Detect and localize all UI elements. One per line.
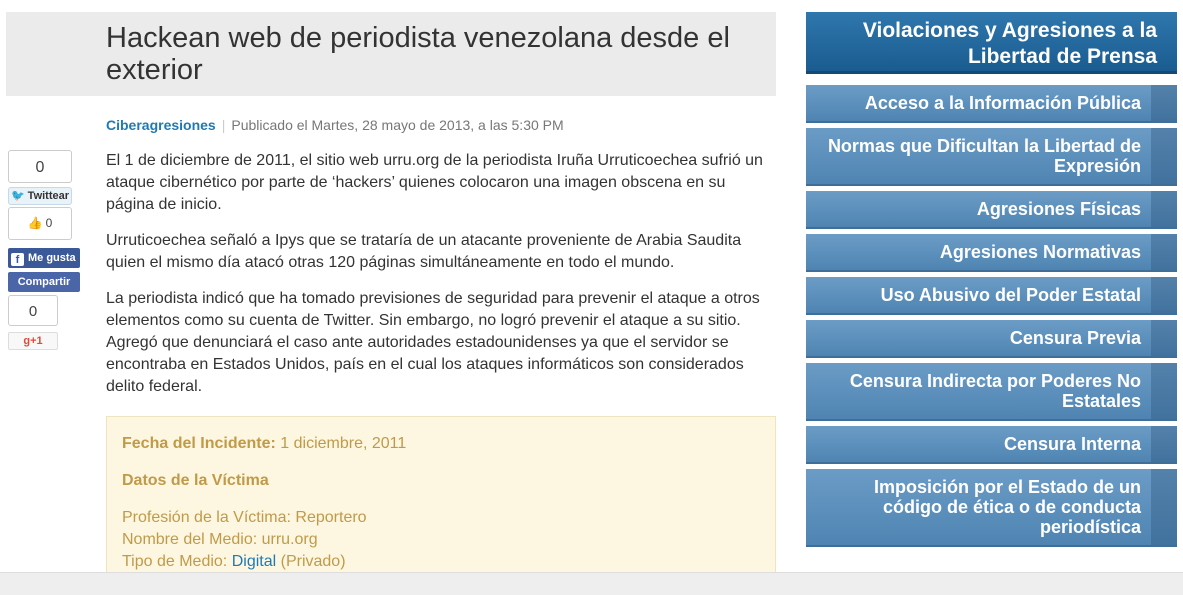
- article-meta: [106, 117, 564, 133]
- sidebar-header: Violaciones y Agresiones a la Libertad de Prensa: [806, 12, 1177, 74]
- sidebar-item-label: Censura Previa: [1009, 328, 1141, 348]
- sidebar-item-label: Uso Abusivo del Poder Estatal: [880, 285, 1141, 305]
- twitter-button-label: Twittear: [27, 190, 70, 202]
- facebook-like-label: Me gusta: [28, 252, 76, 264]
- sidebar-item-label: Censura Interna: [1003, 434, 1141, 454]
- victim-heading: Datos de la Víctima: [122, 472, 269, 489]
- sidebar-item-label: Imposición por el Estado de un código de ética o de conducta periodística: [873, 477, 1141, 537]
- profession-row: [122, 507, 760, 529]
- article-paragraph: La periodista indicó que ha tomado previsiones de seguridad para prevenir el ataque a otros elementos como su cuenta de Twitter. Sin embargo, no logró prevenir el ataque a su sitio. Agregó que denunciará el caso ante autoridades estadounidenses ya que el servidor se encontraba en Estados Unidos, país en el cual los ataques informáticos son considerados delito federal.: [106, 290, 760, 395]
- sidebar-item-censura-indirecta[interactable]: [806, 363, 1177, 421]
- twitter-count: 0: [8, 150, 72, 183]
- victim-fields: [122, 507, 760, 573]
- sidebar-item-label: Censura Indirecta por Poderes No Estatales: [849, 371, 1141, 411]
- article-title-bar: [6, 12, 776, 96]
- twitter-bird-icon: 🐦: [10, 190, 25, 202]
- profession-label: Profesión de la Víctima:: [122, 509, 291, 526]
- sidebar-item-censura-interna[interactable]: [806, 426, 1177, 464]
- facebook-share-button[interactable]: Compartir: [8, 272, 80, 292]
- media-name-row: [122, 529, 760, 551]
- sidebar-item-acceso-informacion[interactable]: [806, 85, 1177, 123]
- sidebar-item-imposicion-codigo[interactable]: [806, 469, 1177, 547]
- facebook-like-button[interactable]: [8, 248, 80, 268]
- gplus-button-label: +1: [30, 335, 43, 347]
- incident-details-box: [106, 416, 776, 594]
- sidebar: [806, 12, 1177, 547]
- facebook-icon: f: [11, 253, 24, 266]
- sidebar-item-agresiones-fisicas[interactable]: [806, 191, 1177, 229]
- article-title: Hackean web de periodista venezolana desde el exterior: [106, 22, 730, 86]
- category-link[interactable]: Ciberagresiones: [106, 117, 216, 133]
- facebook-like-count-value: 0: [45, 216, 53, 230]
- sidebar-item-label: Agresiones Físicas: [976, 199, 1141, 219]
- sidebar-item-label: Normas que Dificultan la Libertad de Expresión: [827, 136, 1141, 176]
- twitter-button[interactable]: [8, 187, 72, 205]
- incident-date-value: 1 diciembre, 2011: [280, 435, 407, 452]
- published-date: Publicado el Martes, 28 mayo de 2013, a las 5:30 PM: [231, 117, 564, 133]
- bottom-bar: [0, 572, 1183, 595]
- article-paragraph: Urruticoechea señaló a Ipys que se trataría de un atacante proveniente de Arabia Saudita quien el mismo día atacó otras 120 páginas simultáneamente en todo el mundo.: [106, 232, 742, 271]
- sidebar-item-normas[interactable]: [806, 128, 1177, 186]
- sidebar-item-uso-abusivo[interactable]: [806, 277, 1177, 315]
- thumbs-up-icon: 👍: [27, 216, 43, 230]
- media-type-extra: (Privado): [280, 553, 346, 570]
- incident-date-row: [122, 433, 760, 455]
- media-name-label: Nombre del Medio:: [122, 531, 258, 548]
- sidebar-item-agresiones-normativas[interactable]: [806, 234, 1177, 272]
- facebook-like-count: [8, 207, 72, 240]
- media-type-row: [122, 551, 760, 573]
- gplus-icon: g: [23, 335, 31, 347]
- incident-date-label: Fecha del Incidente:: [122, 435, 276, 452]
- share-buttons: [8, 150, 74, 350]
- sidebar-item-label: Acceso a la Información Pública: [864, 93, 1141, 113]
- media-name-value: urru.org: [261, 531, 318, 548]
- sidebar-item-censura-previa[interactable]: [806, 320, 1177, 358]
- gplus-count: 0: [8, 295, 58, 326]
- article-paragraph: El 1 de diciembre de 2011, el sitio web urru.org de la periodista Iruña Urruticoechea sufrió un ataque cibernético por parte de ‘hackers’ quienes colocaron una imagen obscena en su página de inicio.: [106, 152, 763, 213]
- article-body: [106, 150, 776, 412]
- meta-separator: |: [221, 117, 226, 133]
- sidebar-item-label: Agresiones Normativas: [939, 242, 1141, 262]
- profession-value: Reportero: [295, 509, 367, 526]
- media-type-link[interactable]: Digital: [231, 553, 277, 570]
- media-type-label: Tipo de Medio:: [122, 553, 228, 570]
- gplus-button[interactable]: [8, 332, 58, 350]
